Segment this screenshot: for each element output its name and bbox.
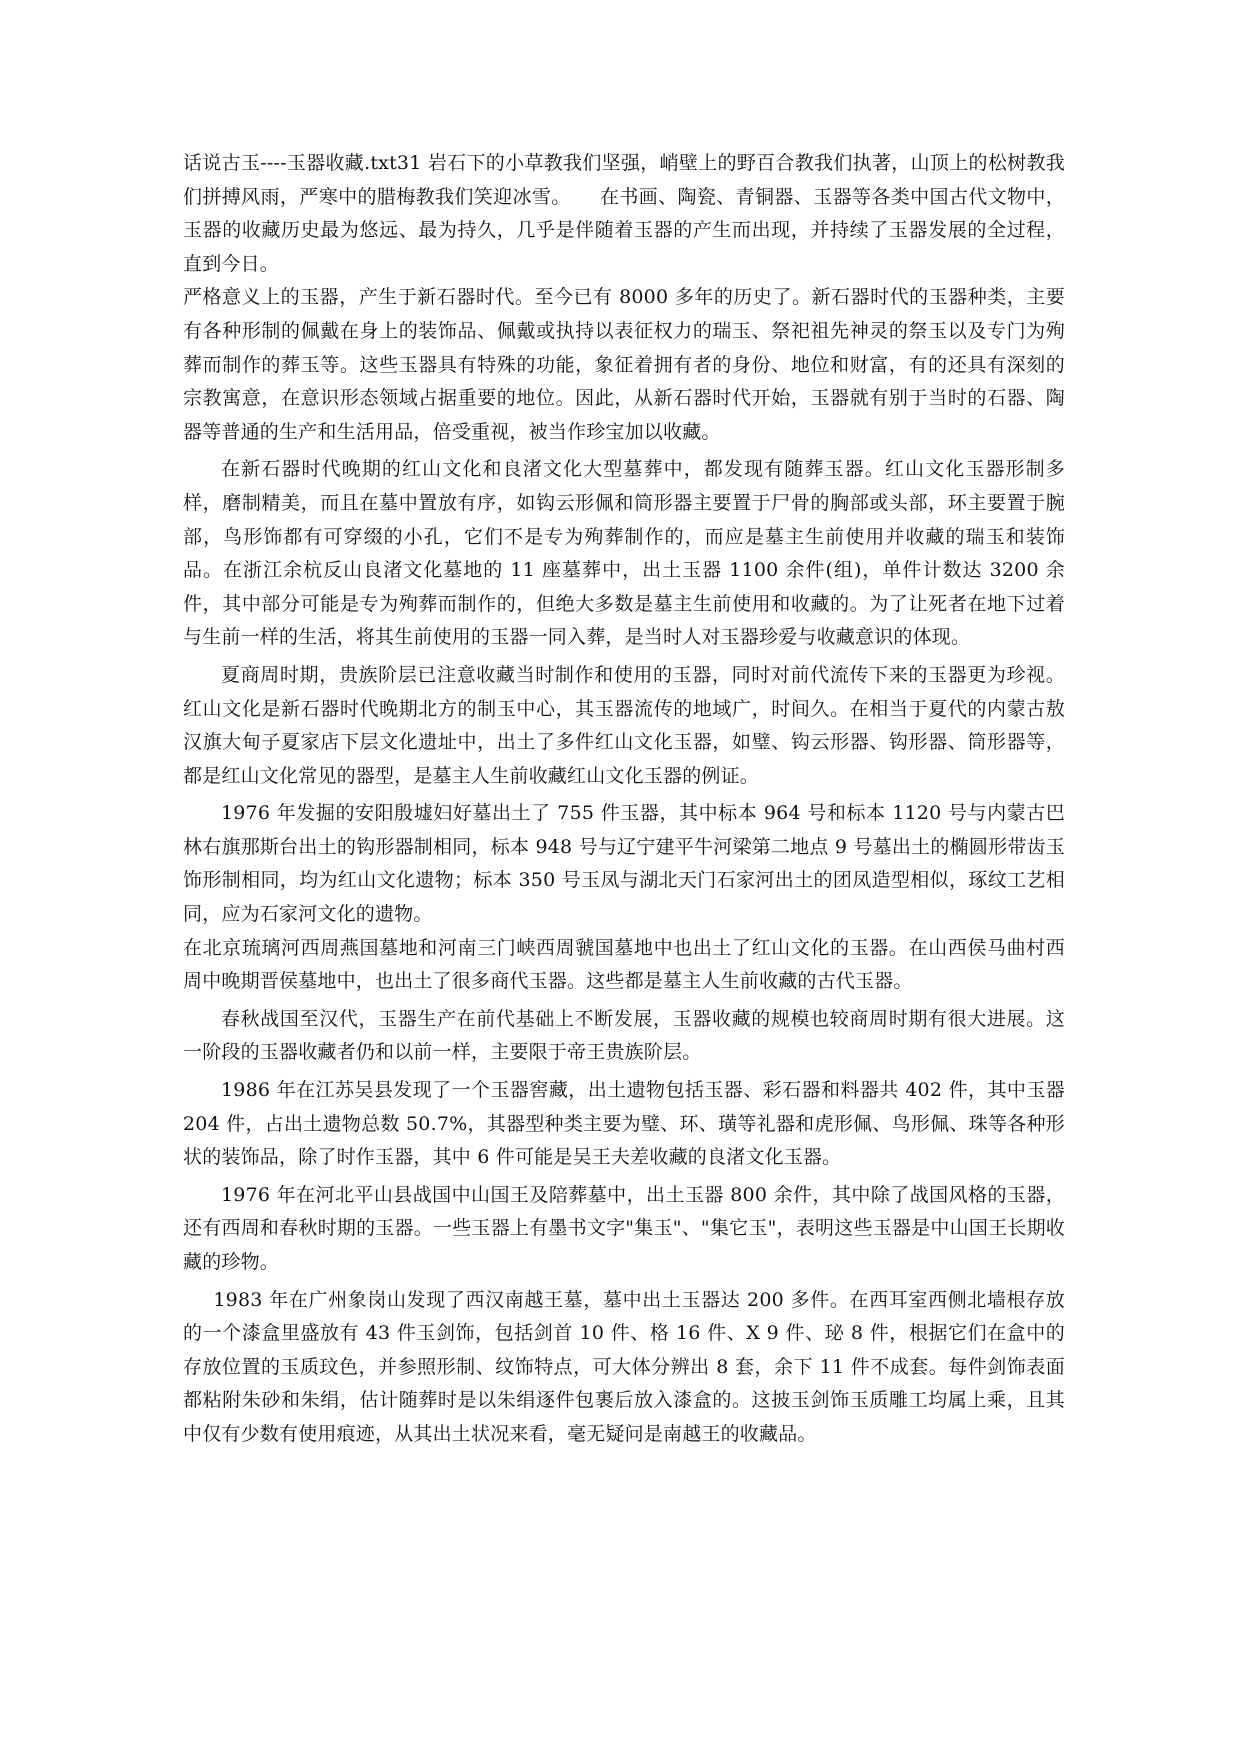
paragraph-neolithic: 严格意义上的玉器，产生于新石器时代。至今已有 8000 多年的历史了。新石器时代的玉器种类，主要有各种形制的佩戴在身上的装饰品、佩戴或执持以表征权力的瑞玉、祭祀祖先神灵的祭玉以及专门为殉葬而制作的葬玉等。这些玉器具有特殊的功能，象征着拥有者的身份、地位和财富，有的还具有深刻的宗教寓意，在意识形态领域占据重要的地位。因此，从新石器时代开始，玉器就有别于当时的石器、陶器等普通的生产和生活用品，倍受重视，被当作珍宝加以收藏。 [183,286,1065,443]
paragraph-warring-states-han: 春秋战国至汉代，玉器生产在前代基础上不断发展，玉器收藏的规模也较商周时期有很大进展。这一阶段的玉器收藏者仍和以前一样，主要限于帝王贵族阶层。 [183,1007,1065,1064]
paragraph-pingshan: 1976 年在河北平山县战国中山国王及陪葬墓中，出土玉器 800 余件，其中除了战国风格的玉器，还有西周和春秋时期的玉器。一些玉器上有墨书文字"集玉"、"集它玉"，表明这些玉器是中山国王长期收藏的珍物。 [183,1183,1065,1273]
paragraph-western-zhou: 在北京琉璃河西周燕国墓地和河南三门峡西周虢国墓地中也出土了红山文化的玉器。在山西侯马曲村西周中晚期晋侯墓地中，也出土了很多商代玉器。这些都是墓主人生前收藏的古代玉器。 [183,936,1065,993]
document-body [183,147,1065,1452]
paragraph-hongshan-liangzhu: 在新石器时代晚期的红山文化和良渚文化大型墓葬中，都发现有随葬玉器。红山文化玉器形制多样，磨制精美，而且在墓中置放有序，如钩云形佩和筒形器主要置于尸骨的胸部或头部，环主要置于腕部，鸟形饰都有可穿缀的小孔，它们不是专为殉葬制作的，而应是墓主生前使用并收藏的瑞玉和装饰品。在浙江余杭反山良渚文化墓地的 11 座墓葬中，出土玉器 1100 余件(组)，单件计数达 3200 余件，其中部分可能是专为殉葬而制作的，但绝大多数是墓主生前使用和收藏的。为了让死者在地下过着与生前一样的生活，将其生前使用的玉器一同入葬，是当时人对玉器珍爱与收藏意识的体现。 [183,458,1065,649]
paragraph-xia-shang-zhou: 夏商周时期，贵族阶层已注意收藏当时制作和使用的玉器，同时对前代流传下来的玉器更为珍视。红山文化是新石器时代晚期北方的制玉中心，其玉器流传的地域广，时间久。在相当于夏代的内蒙古敖汉旗大甸子夏家店下层文化遗址中，出土了多件红山文化玉器，如璧、钩云形器、钩形器、筒形器等，都是红山文化常见的器型，是墓主人生前收藏红山文化玉器的例证。 [183,663,1065,787]
paragraph-intro: 话说古玉----玉器收藏.txt31 岩石下的小草教我们坚强，峭壁上的野百合教我们执著，山顶上的松树教我们拼搏风雨，严寒中的腊梅教我们笑迎冰雪。 在书画、陶瓷、青铜器、玉器等各类中国古代文物中，玉器的收藏历史最为悠远、最为持久，几乎是伴随着玉器的产生而出现，并持续了玉器发展的全过程，直到今日。 [183,152,1065,275]
paragraph-fuhao-tomb: 1976 年发掘的安阳殷墟妇好墓出土了 755 件玉器，其中标本 964 号和标本 1120 号与内蒙古巴林右旗那斯台出土的钩形器制相同，标本 948 号与辽宁建平牛河梁第二地点 9 号墓出土的椭圆形带齿玉饰形制相同，均为红山文化遗物；标本 350 号玉凤与湖北天门石家河出土的团凤造型相似，琢纹工艺相同，应为石家河文化的遗物。 [183,802,1065,926]
paragraph-nanyue: 1983 年在广州象岗山发现了西汉南越王墓，墓中出土玉器达 200 多件。在西耳室西侧北墙根存放的一个漆盒里盛放有 43 件玉剑饰，包括剑首 10 件、格 16 件、X 9 件、珌 8 件，根据它们在盒中的存放位置的玉质玟色，并参照形制、纹饰特点，可大体分辨出 8 套，余下 11 件不成套。每件剑饰表面都粘附朱砂和朱绢，估计随葬时是以朱绢逐件包裹后放入漆盒的。这披玉剑饰玉质雕工均属上乘，且其中仅有少数有使用痕迹，从其出土状况来看，毫无疑问是南越王的收藏品。 [183,1288,1065,1445]
paragraph-wu-county: 1986 年在江苏吴县发现了一个玉器窖藏，出土遗物包括玉器、彩石器和料器共 402 件，其中玉器 204 件，占出土遗物总数 50.7%，其器型种类主要为璧、环、璜等礼器和虎形佩、鸟形佩、珠等各种形状的装饰品，除了时作玉器，其中 6 件可能是吴王夫差收藏的良渚文化玉器。 [183,1079,1065,1169]
